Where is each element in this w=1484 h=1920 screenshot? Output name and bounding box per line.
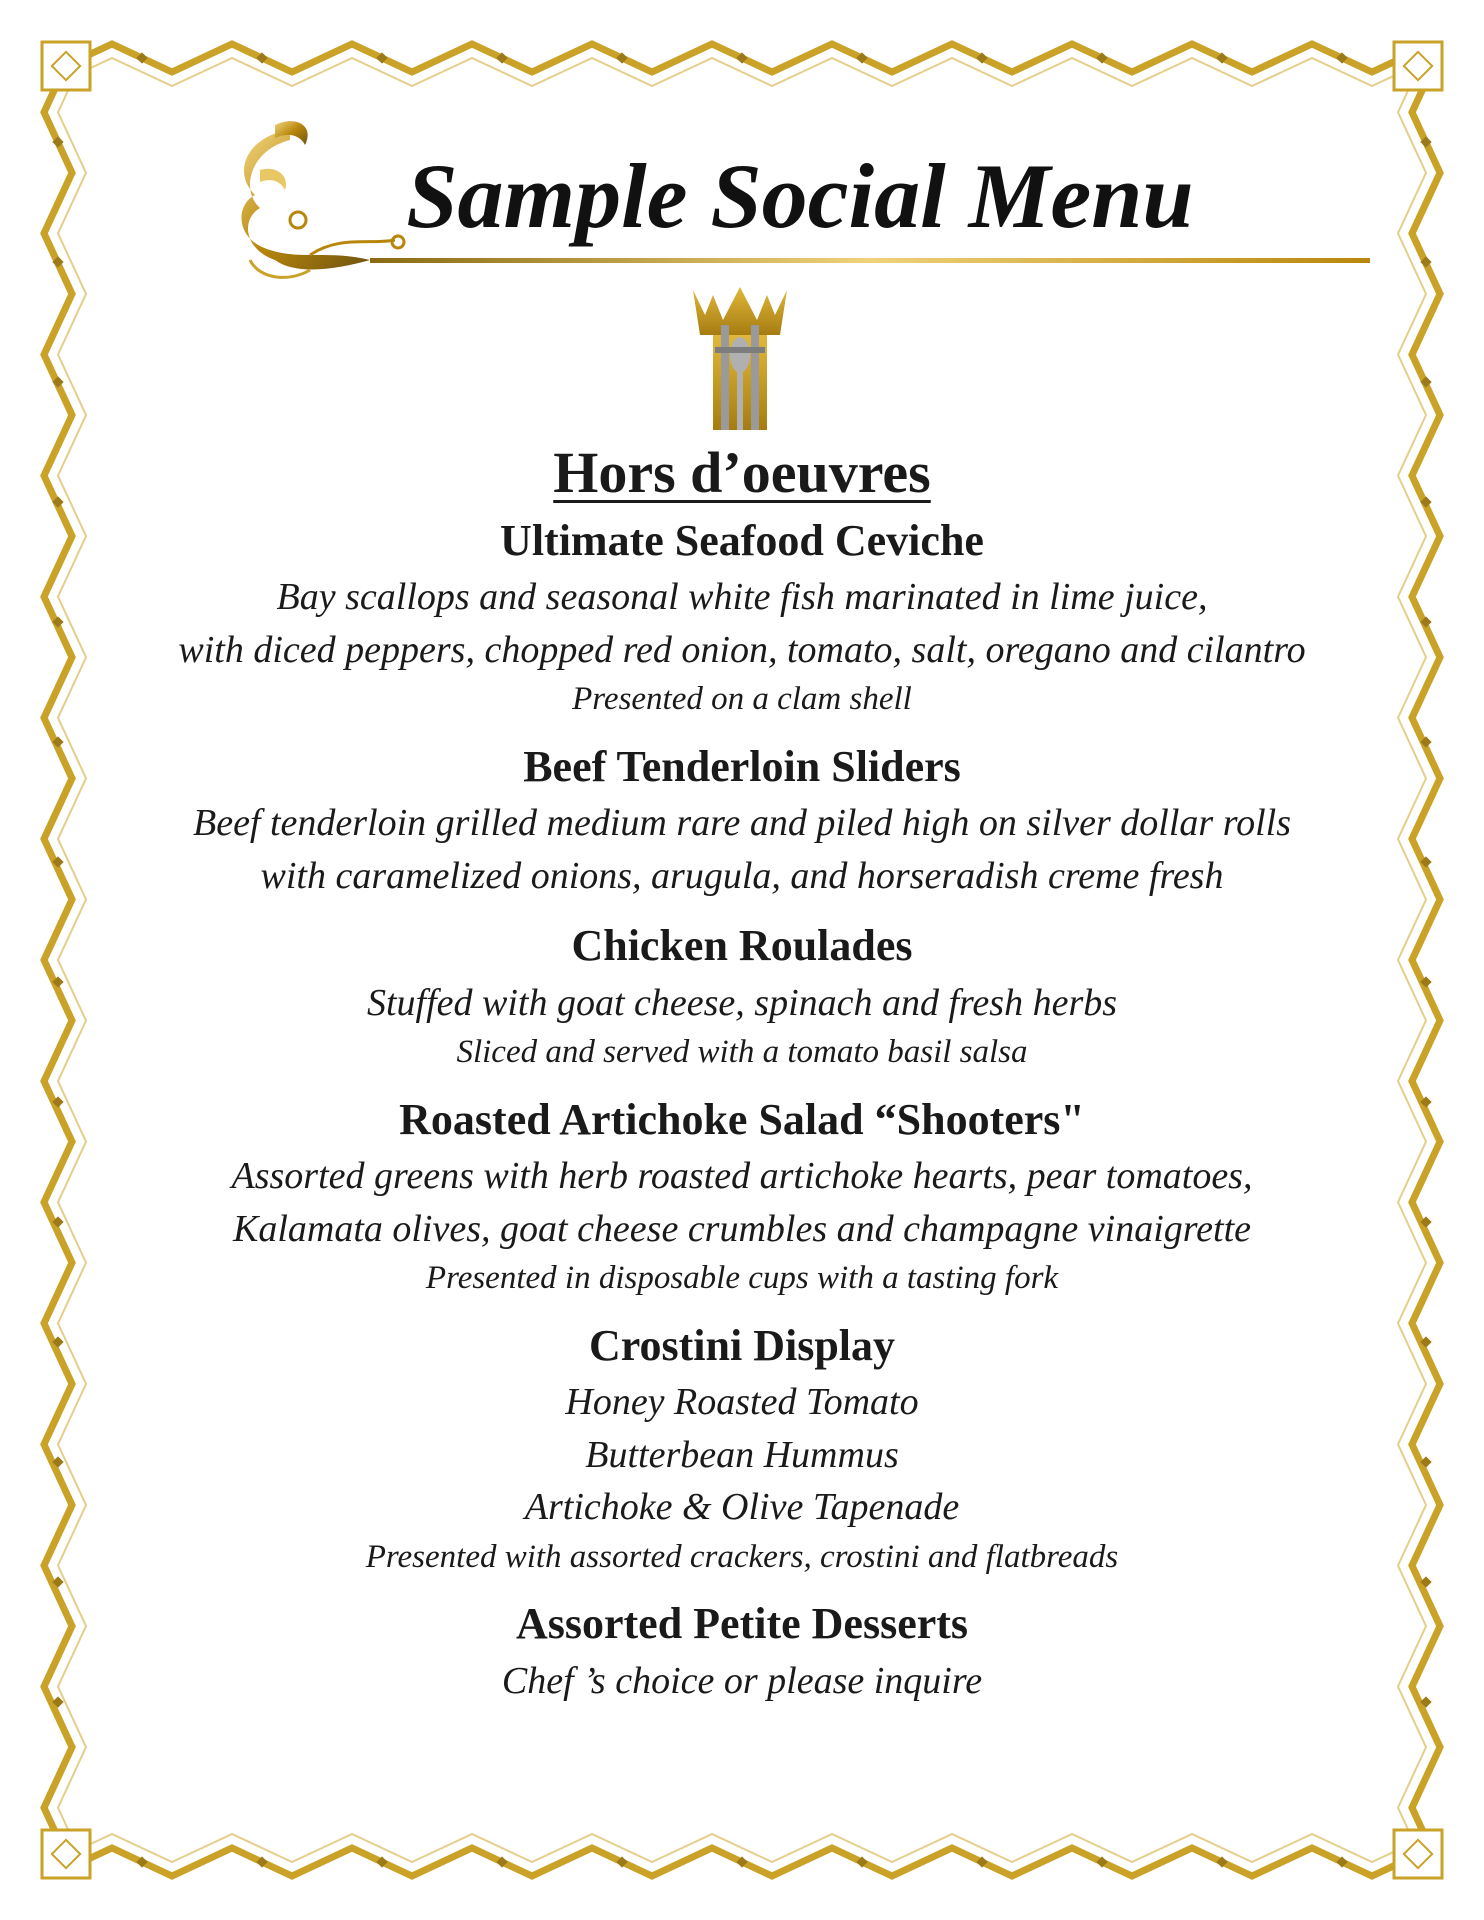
title-block xyxy=(220,110,1270,290)
menu-item-description: Kalamata olives, goat cheese crumbles and champagne vinaigrette xyxy=(232,1207,1252,1250)
menu-items xyxy=(120,515,1364,1707)
menu-item-description: with diced peppers, chopped red onion, tomato, salt, oregano and cilantro xyxy=(178,628,1306,671)
menu-item-note: Presented with assorted crackers, crostini and flatbreads xyxy=(365,1538,1119,1575)
menu-item-description: Honey Roasted Tomato xyxy=(565,1381,919,1424)
menu-item-name: Roasted Artichoke Salad “Shooters" xyxy=(399,1094,1085,1144)
frame-corner xyxy=(1394,1830,1442,1878)
section-heading: Hors d’oeuvres xyxy=(553,440,931,505)
menu-item-description: with caramelized onions, arugula, and horseradish creme fresh xyxy=(260,854,1224,897)
menu-item-name: Ultimate Seafood Ceviche xyxy=(500,515,984,565)
menu-content xyxy=(120,440,1364,1707)
menu-item-description: Artichoke & Olive Tapenade xyxy=(524,1486,960,1529)
utensils-crest-icon xyxy=(685,285,795,435)
menu-item-note: Sliced and served with a tomato basil salsa xyxy=(456,1034,1028,1071)
frame-corner xyxy=(42,42,90,90)
frame-zigzag xyxy=(58,82,86,1838)
menu-item-name: Chicken Roulades xyxy=(571,921,913,971)
frame-zigzag xyxy=(1412,82,1440,1838)
menu-item-note: Presented on a clam shell xyxy=(572,681,912,718)
frame-corner xyxy=(1394,42,1442,90)
menu-item-description: Butterbean Hummus xyxy=(585,1433,899,1476)
menu-item-note: Presented in disposable cups with a tasting fork xyxy=(425,1260,1059,1297)
menu-item-name: Crostini Display xyxy=(588,1320,896,1370)
menu-item-description: Beef tenderloin grilled medium rare and piled high on silver dollar rolls xyxy=(192,802,1291,845)
menu-item-description: Bay scallops and seasonal white fish marinated in lime juice, xyxy=(276,576,1208,619)
menu-item-description: Assorted greens with herb roasted artichoke hearts, pear tomatoes, xyxy=(231,1155,1253,1198)
menu-item-name: Beef Tenderloin Sliders xyxy=(523,741,961,791)
menu-item-description: Stuffed with goat cheese, spinach and fresh herbs xyxy=(366,982,1118,1025)
menu-item-description: Chef ’s choice or please inquire xyxy=(501,1659,983,1702)
page-title: Sample Social Menu xyxy=(406,145,1194,247)
frame-corner xyxy=(42,1830,90,1878)
title-underline xyxy=(370,258,1370,263)
menu-item-name: Assorted Petite Desserts xyxy=(515,1598,969,1648)
